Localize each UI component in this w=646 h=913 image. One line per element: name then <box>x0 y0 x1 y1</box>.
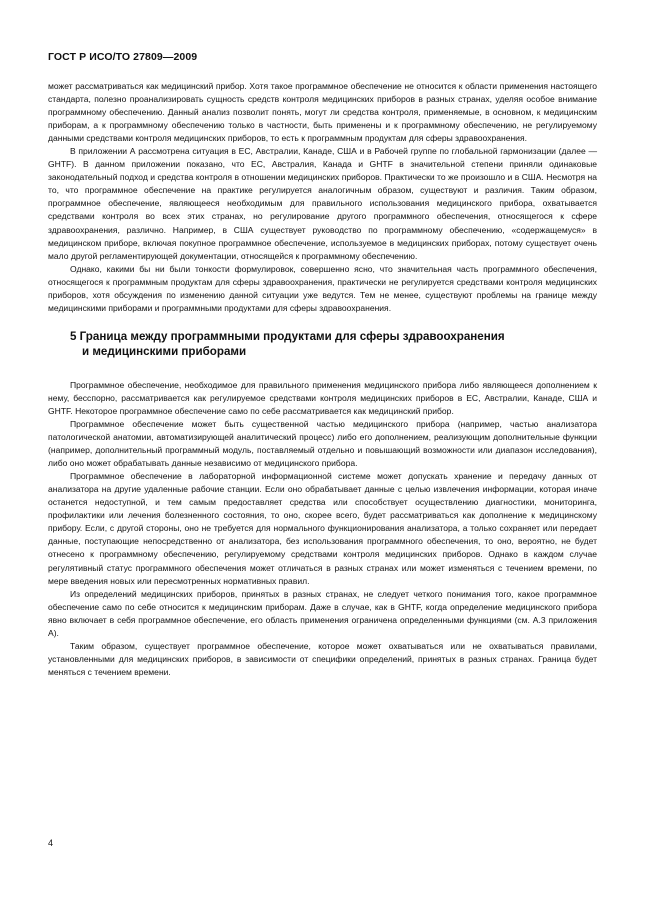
paragraph: В приложении А рассмотрена ситуация в ЕС, Австралии, Канаде, США и в Рабочей группе по глобальной гармонизации (далее — GHTF). В данном приложении показано, что ЕС, Австралия, Канада и GHTF в значительной степени приняли одинаковые законодательный подход и средства контроля в отношении медицинских приборов. Практически то же произошло и в США. Несмотря на то, что программное обеспечение на практике регулируется аналогичным образом, существуют и различия. Таким образом, программное обеспечение, являющееся необходимым для правильного использования медицинского прибора, охватывается средствами контроля во всех этих странах, но регулирование другого программного обеспечения, относящегося к сфере здравоохранения, различно. Например, в США существует руководство по программному обеспечению, «содержащемуся» в медицинском приборе, включая покупное программное обеспечение, используемое в медицинских приборах, потому существует очень мало другой регламентирующей документации, относящейся к программному обеспечению. <box>48 146 597 261</box>
paragraph: Программное обеспечение в лабораторной информационной системе может допускать хранение и передачу данных от анализатора на другие удаленные рабочие станции. Если оно обрабатывает данные с целью извлечения информации, которая иначе останется недоступной, и тем самым предоставляет средства или способствует осуществлению диагностики, мониторинга, профилактики или лечения болезненного состояния, то оно, скорее всего, будет рассматриваться как дополнение к медицинскому прибору. Если, с другой стороны, оно не требуется для нормального функционирования анализатора, а только сохраняет или передает данные, поступающие непосредственно от анализатора, без использования программного обеспечения, то оно, вероятно, не будет отнесено к программному обеспечению, регулируемому средствами контроля медицинских приборов. Однако в каждом случае регулятивный статус программного обеспечения может отличаться в разных странах или может изменяться с течением времени, по мере введения новых или пересмотренных нормативных правил. <box>48 471 597 586</box>
section-heading-line-1: 5 Граница между программными продуктами для сферы здравоохранения <box>70 329 505 343</box>
paragraph: Однако, какими бы ни были тонкости формулировок, совершенно ясно, что значительная часть программного обеспечения, относящегося к программным продуктам для сферы здравоохранения, практически не регулируется средствами контроля медицинских приборов, хотя обсуждения по изменению данной ситуации уже ведутся. Тем не менее, существуют проблемы на границе между медицинскими приборами и программными продуктами для сферы здравоохранения. <box>48 263 597 313</box>
paragraph: может рассматриваться как медицинский прибор. Хотя такое программное обеспечение не относится к области применения настоящего стандарта, полезно проанализировать сущность средств контроля медицинских приборов в разных странах, уделяя особое внимание программному обеспечению. Данный анализ позволит понять, могут ли средства контроля, применяемые, в основном, к медицинским приборам, а к программному обеспечению только в частности, быть применены и к программному обеспечению, не регулируемому данными средствами контроля медицинских приборов, то есть к программным продуктам для сферы здравоохранения. <box>48 81 597 144</box>
paragraph: Программное обеспечение, необходимое для правильного применения медицинского прибора либо являющееся дополнением к нему, бесспорно, рассматривается как регулируемое средствами контроля медицинских приборов в ЕС, Австралии, Канаде, США и GHTF. Некоторое программное обеспечение само по себе рассматривается как медицинский прибор. <box>48 379 597 416</box>
page-number: 4 <box>48 838 54 848</box>
paragraph: Таким образом, существует программное обеспечение, которое может охватываться или не охватываться правилами, установленными для медицинских приборов, в зависимости от специфики определений, принятых в разных странах. Граница будет меняться с течением времени. <box>48 640 597 677</box>
paragraph: Из определений медицинских приборов, принятых в разных странах, не следует четкого понимания того, какое программное обеспечение само по себе относится к медицинским приборам. Даже в случае, как в GHTF, когда определение медицинского прибора явно включает в себя программное обеспечение, его область применения ограничена определенными функциями (см. А.3 приложения А). <box>48 588 597 638</box>
paragraph: Программное обеспечение может быть существенной частью медицинского прибора (например, частью анализатора патологической анатомии, автоматизирующей аналитический процесс) либо его дополнением, реализующим дополнительные функции (например, дополнительный программный модуль, поставляемый отдельно и повышающий возможности или диапазон исследования), либо оно может обрабатывать данные независимо от медицинского прибора. <box>48 418 597 469</box>
section-heading <box>48 329 597 359</box>
document-header: ГОСТ Р ИСО/ТО 27809—2009 <box>48 51 198 63</box>
section-heading-line-2: и медицинскими приборами <box>82 344 247 358</box>
document-body <box>48 80 597 679</box>
